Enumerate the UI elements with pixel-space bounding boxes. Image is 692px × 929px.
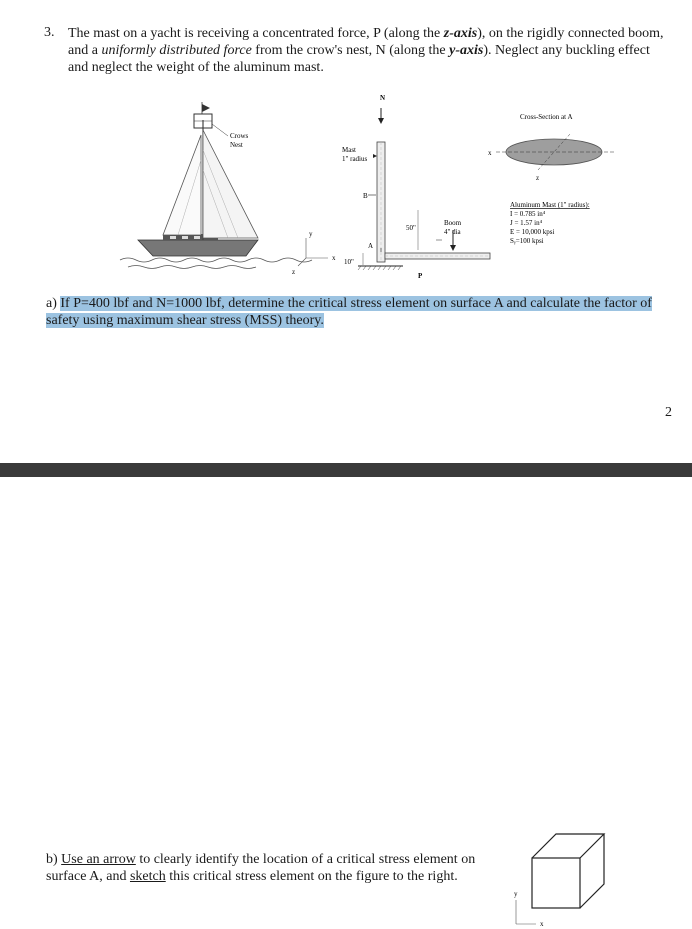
part-b-label: b) [46,852,58,867]
props-title: Aluminum Mast (1" radius): [510,201,590,209]
force-p-label: P [418,272,423,280]
mast-label-1: Mast [342,146,356,154]
cs-axis-x-label: x [488,149,492,157]
water-waves [120,258,312,269]
y-axis-term: y-axis [449,43,484,58]
stress-element-cube [506,818,616,928]
cube-axis-y: y [514,890,518,898]
boom-label-2: 4" dia [444,228,461,236]
yacht [138,102,258,256]
point-a-label: A [368,242,374,250]
prop-e: E = 10,000 kpsi [510,228,555,236]
z-axis-term: z-axis [443,26,478,41]
problem-number: 3. [44,25,55,40]
crows-nest-label-1: Crows [230,132,249,140]
prop-j: J = 1.57 in⁴ [510,219,543,227]
dimension-10-label: 10" [344,258,354,266]
part-b-sketch: sketch [129,869,166,884]
axis-x-label: x [332,254,336,262]
cross-section-title: Cross-Section at A [520,113,573,121]
page-divider [0,463,692,477]
cs-axis-z-label: z [536,174,540,182]
point-b-label: B [363,192,368,200]
part-a [46,295,678,329]
problem-statement: The mast on a yacht is receiving a concentrated force, P (along the z-axis), on the rigidly connected boom, and a uniformly distributed force from the crow's nest, N (along the y-axis). Neglect any buckling effect and neglect the weight of the aluminum mast. [68,26,664,75]
part-b-use-arrow: Use an arrow [61,852,136,867]
cube-axis-x: x [540,920,544,928]
udf-term: uniformly distributed force [101,43,252,58]
force-n-label: N [380,94,386,102]
part-a-text: If P=400 lbf and N=1000 lbf, determine the critical stress element on surface A and calculate the factor of safety using maximum shear stress (MSS) theory. [46,296,652,328]
prop-sy: Sᵧ=100 kpsi [510,237,544,245]
mast-diagram [358,108,490,270]
page-number: 2 [665,405,672,420]
problem-figure [118,90,618,280]
part-b: b) Use an arrow to clearly identify the location of a critical stress element on surface A, and sketch this critical stress element on the figure to the right. [46,852,476,884]
axis-triad-left [298,238,328,266]
prop-i: I = 0.785 in⁴ [510,210,546,218]
axis-y-label: y [309,230,313,238]
boom-label-1: Boom [444,219,462,227]
crows-nest-label-2: Nest [230,141,243,149]
mast-label-2: 1" radius [342,155,368,163]
cross-section-ellipse [496,134,614,170]
part-a-label: a) [46,296,57,311]
dimension-50-label: 50" [406,224,416,232]
axis-z-label: z [292,268,296,276]
